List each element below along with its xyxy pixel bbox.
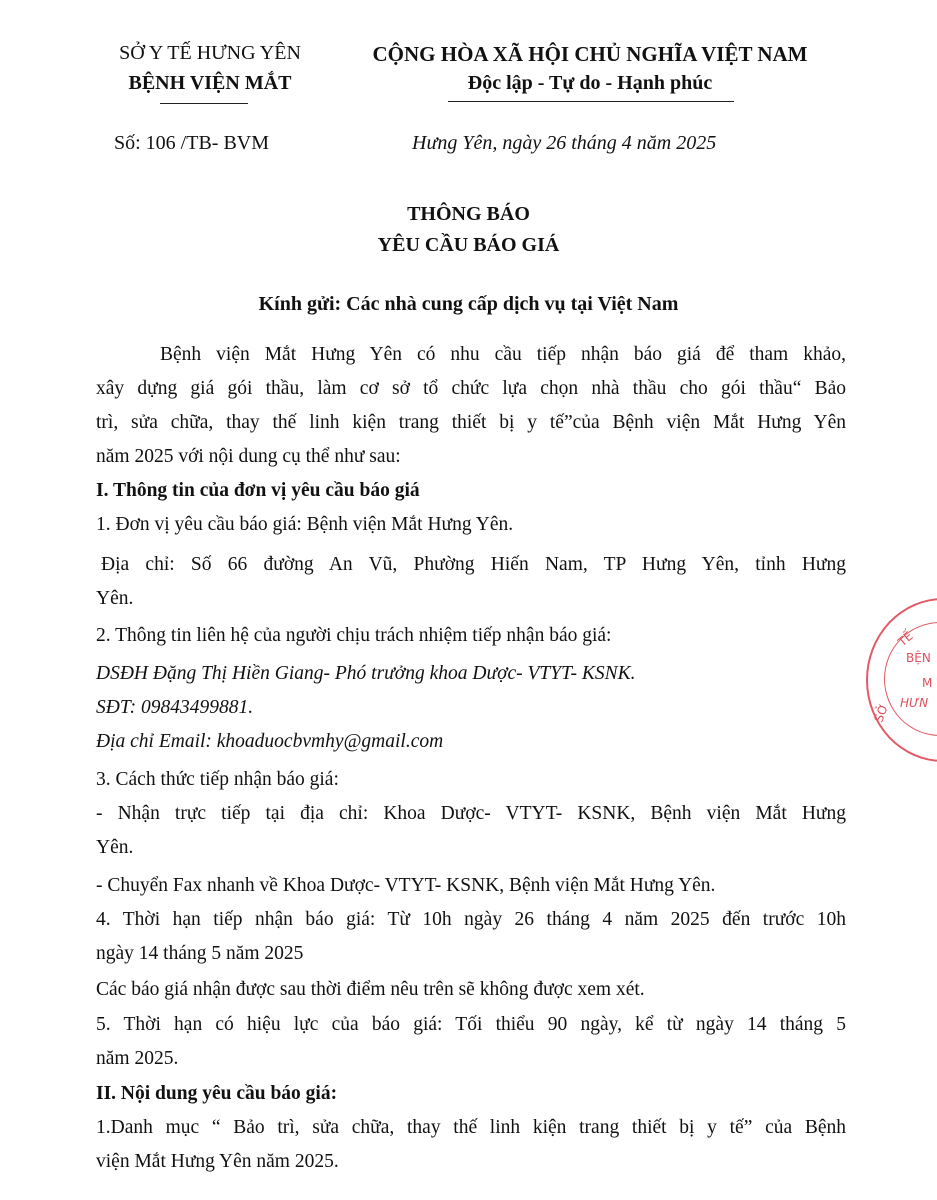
section-1-item-1: 1. Đơn vị yêu cầu báo giá: Bệnh viện Mắt Hưng Yên. xyxy=(96,514,514,535)
national-motto: Độc lập - Tự do - Hạnh phúc xyxy=(467,72,713,94)
section-1-item-5-line-2: năm 2025. xyxy=(96,1048,179,1069)
section-1-item-4-line-2: ngày 14 tháng 5 năm 2025 xyxy=(96,943,304,964)
agency-name: SỞ Y TẾ HƯNG YÊN xyxy=(119,42,301,64)
seal-text-4: HƯN xyxy=(900,696,929,710)
left-header-underline xyxy=(160,103,248,104)
section-1-heading: I. Thông tin của đơn vị yêu cầu báo giá xyxy=(96,480,420,501)
seal-text-2: BỆN xyxy=(906,651,931,665)
intro-line-3: trì, sửa chữa, thay thế linh kiện trang thiết bị y tế”của Bệnh viện Mắt Hưng Yên xyxy=(96,412,846,433)
notice-title: THÔNG BÁO xyxy=(407,203,530,225)
address-line-1: Địa chỉ: Số 66 đường An Vũ, Phường Hiến Nam, TP Hưng Yên, tỉnh Hưng xyxy=(101,554,846,575)
notice-subtitle: YÊU CẦU BÁO GIÁ xyxy=(377,234,560,256)
section-1-item-4-note: Các báo giá nhận được sau thời điểm nêu trên sẽ không được xem xét. xyxy=(96,979,645,1000)
recipient-line: Kính gửi: Các nhà cung cấp dịch vụ tại Việt Nam xyxy=(258,293,679,315)
section-2-item-1-line-1: 1.Danh mục “ Bảo trì, sửa chữa, thay thế linh kiện trang thiết bị y tế” của Bệnh xyxy=(96,1117,846,1138)
contact-phone: SĐT: 09843499881. xyxy=(96,697,254,718)
seal-text-1: TẾ xyxy=(895,628,916,650)
section-1-item-2: 2. Thông tin liên hệ của người chịu trách nhiệm tiếp nhận báo giá: xyxy=(96,625,612,646)
section-2-item-1-line-2: viện Mắt Hưng Yên năm 2025. xyxy=(96,1151,339,1172)
intro-line-2: xây dựng giá gói thầu, làm cơ sở tổ chức lựa chọn nhà thầu cho gói thầu“ Bảo xyxy=(96,378,846,399)
address-line-2: Yên. xyxy=(96,588,134,609)
document-number: Số: 106 /TB- BVM xyxy=(114,132,270,154)
seal-text-5: SỞ xyxy=(871,701,892,725)
place-date: Hưng Yên, ngày 26 tháng 4 năm 2025 xyxy=(412,132,717,154)
section-1-item-4-line-1: 4. Thời hạn tiếp nhận báo giá: Từ 10h ngày 26 tháng 4 năm 2025 đến trước 10h xyxy=(96,909,846,930)
hospital-name: BỆNH VIỆN MẮT xyxy=(128,72,292,94)
method-1-line-1: - Nhận trực tiếp tại địa chỉ: Khoa Dược- VTYT- KSNK, Bệnh viện Mắt Hưng xyxy=(96,803,846,824)
method-1-line-2: Yên. xyxy=(96,837,134,858)
intro-line-1: Bệnh viện Mắt Hưng Yên có nhu cầu tiếp nhận báo giá để tham khảo, xyxy=(160,344,846,365)
contact-email: Địa chỉ Email: khoaduocbvmhy@gmail.com xyxy=(96,731,444,752)
section-2-heading: II. Nội dung yêu cầu báo giá: xyxy=(96,1083,338,1104)
section-1-item-3: 3. Cách thức tiếp nhận báo giá: xyxy=(96,769,339,790)
seal-text-3: M xyxy=(922,676,933,690)
method-2: - Chuyển Fax nhanh về Khoa Dược- VTYT- KSNK, Bệnh viện Mắt Hưng Yên. xyxy=(96,875,716,896)
intro-line-4: năm 2025 với nội dung cụ thể như sau: xyxy=(96,446,401,467)
national-title: CỘNG HÒA XÃ HỘI CHỦ NGHĨA VIỆT NAM xyxy=(372,42,808,66)
section-1-item-5-line-1: 5. Thời hạn có hiệu lực của báo giá: Tối thiểu 90 ngày, kể từ ngày 14 tháng 5 xyxy=(96,1014,846,1035)
contact-name: DSĐH Đặng Thị Hiền Giang- Phó trưởng khoa Dược- VTYT- KSNK. xyxy=(96,663,636,684)
right-header-underline xyxy=(448,101,734,102)
